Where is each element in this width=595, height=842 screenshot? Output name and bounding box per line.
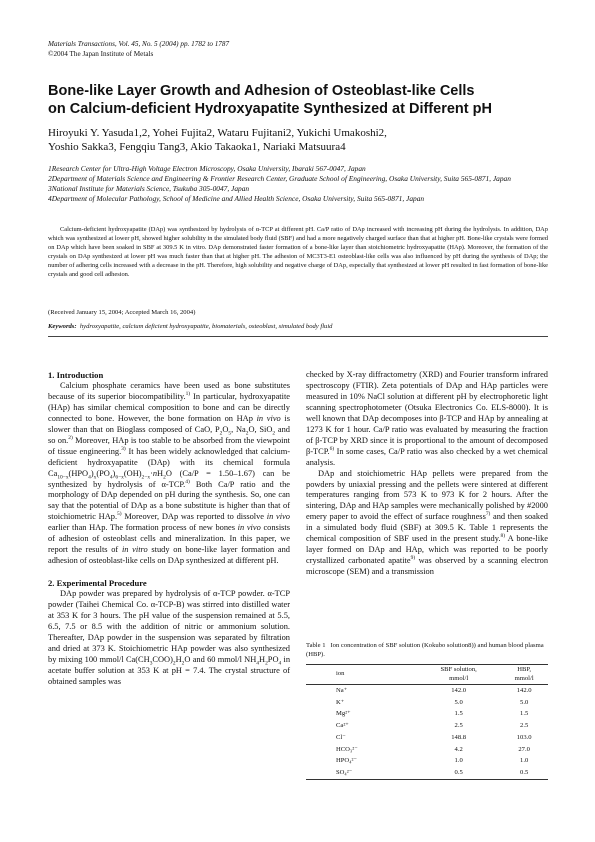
authors-line-2: Yoshio Sakka3, Fengqiu Tang3, Akio Takaoka1, Nariaki Matsuura4 [48, 141, 346, 153]
left-column [48, 370, 290, 688]
keywords [48, 322, 548, 331]
table-row: Ca²⁺ 2.5 2.5 [336, 722, 529, 730]
copyright-line: ©2004 The Japan Institute of Metals [48, 49, 154, 58]
affiliation-1: 1Research Center for Ultra-High Voltage Electron Microscopy, Osaka University, Ibaraki 567-0047, Japan [48, 164, 366, 173]
table-caption [306, 642, 548, 660]
section-heading-experimental: 2. Experimental Procedure [48, 578, 147, 589]
table-row: K⁺ 5.0 5.0 [336, 698, 529, 706]
title-line-1: Bone-like Layer Growth and Adhesion of Osteoblast-like Cells [48, 83, 475, 99]
ion-concentration-table [306, 664, 548, 780]
section-heading-introduction: 1. Introduction [48, 370, 104, 380]
journal-header [48, 40, 229, 59]
experimental-paragraph: DAp powder was prepared by hydrolysis of α-TCP powder. α-TCP powder (Taihei Chemical Co. α-TCP-B) was stirred into distilled water at 353 K for 3 hours. The pH value of the suspension remained at 5.5, 6.5, 7.5 or 8.5 with the addition of nitric or ammonium solution. Thereafter, DAp powder in the suspension was separated by filtration and dried at 373 K. Stoichiometric HAp powder was also synthesized by mixing 100 mmol/l $Ca(CH_3COO)_2H_2O$ and 60 mmol/l $NH_4H_2PO_4$ in acetate buffer solution at 353 K at pH = 7.4. The crystal structure of obtained samples was [48, 589, 291, 686]
divider [48, 336, 548, 337]
table-row: Mg²⁺ 1.5 1.5 [336, 710, 529, 718]
intro-paragraph: Calcium phosphate ceramics have been used as bone substitutes because of its superior biocompatibility.$^{1)}$ In particular, hydroxyapatite (HAp) has similar chemical composition to bone and can be directly connected to bone. However, the bone formation on HAp in vivo is slower than that on Bioglass composed of CaO, $P_2O_5$, $Na_2O$, SiO$_2$ and so on.$^{2)}$ Moreover, HAp is too stable to be absorbed from the viewpoint of tissue engineering.$^{3)}$ It has been widely acknowledged that calcium-deficient hydroxyapatite (DAp) with its chemical formula $Ca_{10-x}(HPO_4)_x(PO_4)_{6-x}(OH)_{2-x}\cdot nH_2O$ (Ca/P = 1.50–1.67) can be synthesized by hydrolysis of α-TCP.$^{4)}$ Both Ca/P ratio and the morphology of DAp depended on pH during the synthesis. So, one can say that the potential of DAp as a bone substitute is higher than that of stoichiometric HAp.$^{5)}$ Moreover, DAp was reported to dissolve in vivo earlier than HAp. The formation process of new bones in vivo consists of adhesion of osteoblast cells and mineralization. In this paper, we report the results of in vitro study on bone-like layer formation and adhesion of osteoblast-like cells on DAp synthesized at different pH. [48, 380, 291, 566]
right-column [306, 370, 548, 578]
abstract: Calcium-deficient hydroxyapatite (DAp) was synthesized by hydrolysis of α-TCP at different pH. Ca/P ratio of DAp increased with increasing pH during the hydrolysis. In addition, DAp which was synthesized at lower pH, showed higher solubility in the simulated body fluid (SBF) and had a more negatively charged surface than that at higher pH. Bone-like crystals were formed on DAp which have been soaked in SBF at 309.5 K in vitro. DAp demonstrated faster formation of a bone-like layer than stoichiometric hydroxyapatite (HAp). Moreover, the formation of the crystals on DAp synthesized at lower pH was much faster than that at higher pH. The adhesion of MC3T3-E1 osteoblast-like cells was also influenced by pH during the synthesis of DAp; the number of adhering cells increased with a decrease in the pH. Therefore, high solubility and negative charge of DAp, especially that synthesized at lower pH resulted in fast formation of bone-like crystals and good cell adhesion. [48, 226, 548, 278]
title-line-2: on Calcium-deficient Hydroxyapatite Synthesized at Different pH [48, 101, 492, 117]
affiliation-3: 3National Institute for Materials Science, Tsukuba 305-0047, Japan [48, 184, 250, 193]
table-row: Na⁺ 142.0 142.0 [336, 686, 532, 694]
authors-line-1: Hiroyuki Y. Yasuda1,2, Yohei Fujita2, Wataru Fujitani2, Yukichi Umakoshi2, [48, 127, 387, 139]
affiliations [48, 164, 548, 204]
affiliation-2: 2Department of Materials Science and Engineering & Frontier Research Center, Graduate School of Engineering, Osaka University, Suita 565-0871, Japan [48, 174, 511, 183]
table-row: HCO₃²⁻ 4.2 27.0 [336, 745, 530, 753]
table-header-hbp: HBP, mmol/l [500, 665, 548, 685]
keywords-label: Keywords: [48, 323, 77, 330]
table-row: Cl⁻ 148.8 103.0 [336, 733, 532, 741]
table-caption-label: Table 1 [306, 642, 326, 649]
right-paragraph-2: DAp and stoichiometric HAp pellets were prepared from the powders by uniaxial pressing and the pellets were sintered at different temperatures ranging from 573 K to 973 K for 2 hours. After the sintering, DAp and HAp samples were mechanically polished by #2000 emery paper to avoid the effect of surface roughness$^{7)}$ and then soaked in a simulated body fluid (SBF) at 309.5 K. Table 1 represents the chemical composition of SBF used in the present study.$^{8)}$ A bone-like layer formed on DAp and HAp, which was reported to be poorly crystallized carbonated apatite$^{9)}$ was observed by a scanning electron microscope (SEM) and a transmission [306, 468, 549, 577]
table-header-sbf: SBF solution, mmol/l [417, 665, 500, 685]
table-row: HPO₄²⁻ 1.0 1.0 [336, 757, 529, 765]
received-dates: (Received January 15, 2004; Accepted March 16, 2004) [48, 309, 196, 316]
paper-title [48, 82, 548, 118]
affiliation-4: 4Department of Molecular Pathology, School of Medicine and Allied Health Science, Osaka University, Suita 565-0871, Japan [48, 194, 425, 203]
author-list [48, 126, 548, 154]
keywords-text: hydroxyapatite, calcium deficient hydroxyapatite, biomaterials, osteoblast, simulated body fluid [79, 323, 333, 330]
table-row: SO₄²⁻ 0.5 0.5 [306, 768, 548, 780]
table-caption-text: Ion concentration of SBF solution (Kokubo solution8)) and human blood plasma (HBP). [306, 642, 544, 658]
journal-line: Materials Transactions, Vol. 45, No. 5 (2004) pp. 1782 to 1787 [48, 40, 230, 48]
right-paragraph-1: checked by X-ray diffractometry (XRD) and Fourier transform infrared spectroscopy (FTIR). Zeta potentials of DAp and HAp particles were measured in 10% NaCl solution at different pH by electrophoretic light scanning spectrophotometer (Otsuka Electronics Co. ELS-8000). It is well known that DAp decomposes into β-TCP and HAp by annealing at 1273 K for 1 hour. Ca/P ratio was evaluated by measuring the fraction of β-TCP by XRD since it is proportional to the amount of decomposed β-TCP.$^{6)}$ In some cases, Ca/P ratio was also checked by a wet chemical analysis. [306, 370, 548, 467]
table-header-ion: ion [306, 665, 417, 685]
